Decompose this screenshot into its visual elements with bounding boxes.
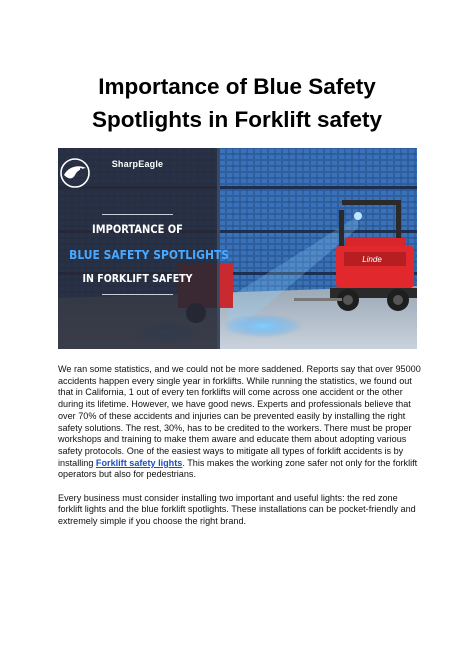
banner-divider-top [102,214,173,215]
hero-banner-image [58,148,417,349]
banner-heading-line-1: IMPORTANCE OF [92,222,183,236]
banner-divider-bottom [102,294,173,295]
banner-text-panel [58,148,230,349]
article-body [58,364,422,528]
banner-heading-line-3: IN FORKLIFT SAFETY [82,272,193,285]
title-line-1: Importance of Blue Safety [98,74,376,99]
forklift-safety-lights-link[interactable]: Forklift safety lights [95,457,183,468]
forklift-brand-label: Linde [362,255,382,264]
brand-name: SharpEagle [111,159,164,169]
paragraph-recommendation: Every business must consider installing two important and useful lights: the red zone forklift lights and the blue forklift spotlights. These installations can be pocket-friendly and extremely simple if you choose the right brand. [58,492,416,527]
page-title [40,70,434,136]
banner-heading-line-2: BLUE SAFETY SPOTLIGHTS [69,247,230,262]
brand-block [58,158,217,169]
eagle-logo-icon [58,158,92,188]
paragraph-1-tail: . This makes the working zone safer not only for the forklift operators but also for pedestrians. [58,457,418,480]
paragraph-1-text: We ran some statistics, and we could not be more saddened. Reports say that over 95000 accidents happen every single year in forklifts. While running the statistics, we found out that in California, 1 out of every ten forklifts will come across one accident or the other during its lifetime. However, we have good news. Experts and professionals believe that over 70% of these accidents and injuries can be prevented easily by installing the right safety solutions. The rest, 30%, has to be credited to the workers. There must be proper workshops and training to make them aware and educate them about adopting various safety protocols. One of the easiest ways to mitigate all types of forklift accidents is by installing [58,364,421,468]
paragraph-statistics [58,364,422,481]
title-line-2: Spotlights in Forklift safety [91,107,383,132]
